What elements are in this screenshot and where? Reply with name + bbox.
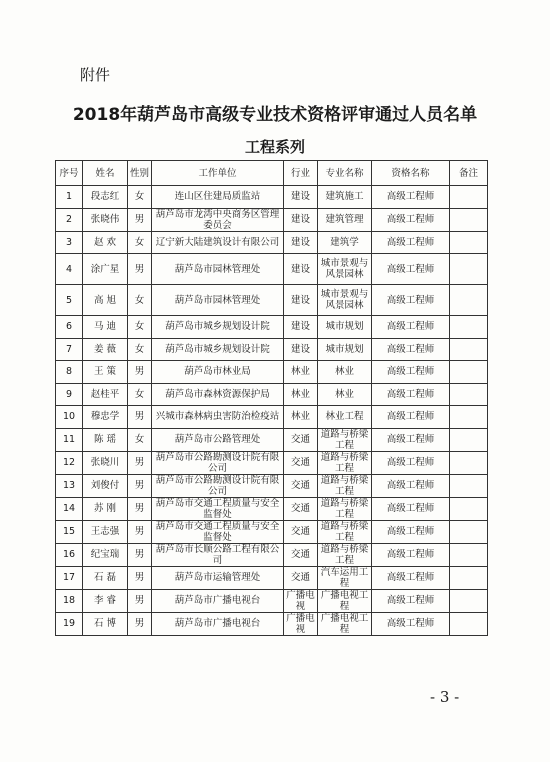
cell-employer: 葫芦岛市园林管理处 (152, 285, 284, 316)
header-remarks: 备注 (450, 161, 488, 186)
cell-name: 纪宝瑞 (83, 543, 128, 566)
cell-gender: 女 (128, 338, 152, 361)
cell-specialty: 道路与桥梁工程 (318, 428, 372, 451)
cell-employer: 葫芦岛市园林管理处 (152, 254, 284, 285)
table-row (56, 566, 488, 589)
cell-qualification: 高级工程师 (372, 566, 450, 589)
cell-industry: 建设 (284, 316, 318, 339)
table-row (56, 316, 488, 339)
cell-name: 王志强 (83, 520, 128, 543)
table-row (56, 231, 488, 254)
cell-employer: 葫芦岛市交通工程质量与安全监督处 (152, 520, 284, 543)
table-row (56, 186, 488, 209)
cell-qualification: 高级工程师 (372, 543, 450, 566)
roster-table (55, 160, 488, 636)
cell-employer: 葫芦岛市广播电视台 (152, 612, 284, 635)
cell-specialty: 城市景观与风景园林 (318, 285, 372, 316)
cell-name: 陈 瑶 (83, 428, 128, 451)
cell-name: 张晓川 (83, 451, 128, 474)
cell-gender: 男 (128, 543, 152, 566)
cell-specialty: 道路与桥梁工程 (318, 497, 372, 520)
cell-remarks (450, 566, 488, 589)
document-title: 2018年葫芦岛市高级专业技术资格评审通过人员名单 (72, 105, 478, 125)
attachment-label: 附件 (80, 66, 111, 84)
cell-name: 段志红 (83, 186, 128, 209)
cell-gender: 女 (128, 383, 152, 406)
cell-gender: 男 (128, 497, 152, 520)
cell-gender: 女 (128, 285, 152, 316)
table-row (56, 208, 488, 231)
cell-industry: 交通 (284, 474, 318, 497)
cell-remarks (450, 543, 488, 566)
cell-remarks (450, 474, 488, 497)
cell-remarks (450, 406, 488, 429)
cell-qualification: 高级工程师 (372, 451, 450, 474)
cell-industry: 建设 (284, 338, 318, 361)
cell-index: 7 (56, 338, 83, 361)
cell-qualification: 高级工程师 (372, 406, 450, 429)
cell-index: 15 (56, 520, 83, 543)
cell-qualification: 高级工程师 (372, 589, 450, 612)
cell-remarks (450, 361, 488, 384)
table-row (56, 406, 488, 429)
cell-employer: 葫芦岛市森林资源保护局 (152, 383, 284, 406)
table-row (56, 338, 488, 361)
table-row (56, 474, 488, 497)
cell-specialty: 广播电视工程 (318, 589, 372, 612)
cell-industry: 广播电视 (284, 612, 318, 635)
cell-gender: 女 (128, 231, 152, 254)
cell-qualification: 高级工程师 (372, 520, 450, 543)
cell-index: 9 (56, 383, 83, 406)
cell-specialty: 建筑施工 (318, 186, 372, 209)
cell-name: 高 旭 (83, 285, 128, 316)
cell-remarks (450, 254, 488, 285)
cell-qualification: 高级工程师 (372, 338, 450, 361)
table-row (56, 497, 488, 520)
cell-gender: 女 (128, 316, 152, 339)
cell-industry: 建设 (284, 254, 318, 285)
cell-industry: 建设 (284, 231, 318, 254)
table-body (56, 186, 488, 636)
cell-employer: 葫芦岛市公路管理处 (152, 428, 284, 451)
cell-index: 13 (56, 474, 83, 497)
cell-index: 5 (56, 285, 83, 316)
cell-gender: 男 (128, 208, 152, 231)
cell-specialty: 道路与桥梁工程 (318, 520, 372, 543)
cell-specialty: 广播电视工程 (318, 612, 372, 635)
cell-name: 苏 刚 (83, 497, 128, 520)
table-row (56, 361, 488, 384)
cell-gender: 男 (128, 520, 152, 543)
cell-qualification: 高级工程师 (372, 428, 450, 451)
cell-index: 18 (56, 589, 83, 612)
cell-employer: 葫芦岛市公路勘测设计院有限公司 (152, 474, 284, 497)
cell-remarks (450, 497, 488, 520)
cell-industry: 林业 (284, 383, 318, 406)
header-index: 序号 (56, 161, 83, 186)
table-row (56, 285, 488, 316)
cell-qualification: 高级工程师 (372, 612, 450, 635)
cell-index: 1 (56, 186, 83, 209)
cell-name: 李 睿 (83, 589, 128, 612)
cell-remarks (450, 451, 488, 474)
cell-specialty: 城市规划 (318, 338, 372, 361)
cell-specialty: 城市规划 (318, 316, 372, 339)
cell-gender: 男 (128, 451, 152, 474)
cell-employer: 葫芦岛市长顺公路工程有限公司 (152, 543, 284, 566)
table-row (56, 612, 488, 635)
cell-name: 穆忠学 (83, 406, 128, 429)
cell-industry: 林业 (284, 361, 318, 384)
cell-industry: 交通 (284, 428, 318, 451)
cell-qualification: 高级工程师 (372, 383, 450, 406)
cell-gender: 男 (128, 589, 152, 612)
cell-gender: 男 (128, 406, 152, 429)
cell-remarks (450, 231, 488, 254)
cell-name: 马 迪 (83, 316, 128, 339)
cell-employer: 葫芦岛市龙湾中央商务区管理委员会 (152, 208, 284, 231)
header-industry: 行业 (284, 161, 318, 186)
cell-qualification: 高级工程师 (372, 254, 450, 285)
cell-employer: 葫芦岛市运输管理处 (152, 566, 284, 589)
cell-qualification: 高级工程师 (372, 186, 450, 209)
cell-name: 赵 欢 (83, 231, 128, 254)
cell-index: 6 (56, 316, 83, 339)
cell-index: 3 (56, 231, 83, 254)
cell-gender: 男 (128, 566, 152, 589)
cell-name: 赵桂平 (83, 383, 128, 406)
cell-remarks (450, 285, 488, 316)
document-subtitle: 工程系列 (244, 138, 305, 156)
cell-remarks (450, 428, 488, 451)
cell-gender: 男 (128, 361, 152, 384)
table-row (56, 428, 488, 451)
cell-employer: 葫芦岛市广播电视台 (152, 589, 284, 612)
table-header-row (56, 161, 488, 186)
cell-gender: 男 (128, 612, 152, 635)
cell-industry: 交通 (284, 451, 318, 474)
table-row (56, 589, 488, 612)
cell-name: 王 策 (83, 361, 128, 384)
cell-specialty: 道路与桥梁工程 (318, 451, 372, 474)
cell-specialty: 建筑学 (318, 231, 372, 254)
cell-specialty: 道路与桥梁工程 (318, 543, 372, 566)
cell-name: 石 磊 (83, 566, 128, 589)
cell-employer: 葫芦岛市交通工程质量与安全监督处 (152, 497, 284, 520)
cell-employer: 辽宁新大陆建筑设计有限公司 (152, 231, 284, 254)
header-employer: 工作单位 (152, 161, 284, 186)
cell-specialty: 林业工程 (318, 406, 372, 429)
cell-index: 14 (56, 497, 83, 520)
cell-qualification: 高级工程师 (372, 497, 450, 520)
cell-qualification: 高级工程师 (372, 361, 450, 384)
cell-industry: 交通 (284, 566, 318, 589)
cell-index: 8 (56, 361, 83, 384)
cell-name: 刘俊付 (83, 474, 128, 497)
cell-qualification: 高级工程师 (372, 231, 450, 254)
cell-qualification: 高级工程师 (372, 474, 450, 497)
cell-qualification: 高级工程师 (372, 316, 450, 339)
cell-industry: 建设 (284, 208, 318, 231)
cell-gender: 女 (128, 428, 152, 451)
cell-specialty: 林业 (318, 383, 372, 406)
cell-qualification: 高级工程师 (372, 208, 450, 231)
header-gender: 性别 (128, 161, 152, 186)
header-qualification: 资格名称 (372, 161, 450, 186)
table-row (56, 254, 488, 285)
cell-specialty: 道路与桥梁工程 (318, 474, 372, 497)
cell-employer: 连山区住建局质监站 (152, 186, 284, 209)
cell-index: 12 (56, 451, 83, 474)
cell-industry: 交通 (284, 520, 318, 543)
cell-remarks (450, 589, 488, 612)
cell-industry: 交通 (284, 497, 318, 520)
cell-employer: 葫芦岛市城乡规划设计院 (152, 316, 284, 339)
cell-remarks (450, 338, 488, 361)
cell-specialty: 汽车运用工程 (318, 566, 372, 589)
cell-industry: 林业 (284, 406, 318, 429)
cell-gender: 男 (128, 474, 152, 497)
cell-index: 11 (56, 428, 83, 451)
cell-index: 16 (56, 543, 83, 566)
cell-specialty: 建筑管理 (318, 208, 372, 231)
cell-name: 涂广星 (83, 254, 128, 285)
cell-employer: 兴城市森林病虫害防治检疫站 (152, 406, 284, 429)
cell-employer: 葫芦岛市城乡规划设计院 (152, 338, 284, 361)
cell-industry: 广播电视 (284, 589, 318, 612)
cell-remarks (450, 383, 488, 406)
header-name: 姓名 (83, 161, 128, 186)
header-specialty: 专业名称 (318, 161, 372, 186)
cell-remarks (450, 316, 488, 339)
cell-remarks (450, 186, 488, 209)
table-row (56, 451, 488, 474)
table-row (56, 383, 488, 406)
cell-employer: 葫芦岛市林业局 (152, 361, 284, 384)
cell-index: 19 (56, 612, 83, 635)
cell-gender: 女 (128, 186, 152, 209)
cell-qualification: 高级工程师 (372, 285, 450, 316)
cell-industry: 建设 (284, 285, 318, 316)
cell-specialty: 城市景观与风景园林 (318, 254, 372, 285)
cell-index: 2 (56, 208, 83, 231)
cell-remarks (450, 208, 488, 231)
cell-index: 4 (56, 254, 83, 285)
table-row (56, 520, 488, 543)
cell-name: 张晓伟 (83, 208, 128, 231)
cell-remarks (450, 520, 488, 543)
cell-remarks (450, 612, 488, 635)
table-row (56, 543, 488, 566)
cell-index: 10 (56, 406, 83, 429)
cell-industry: 建设 (284, 186, 318, 209)
cell-industry: 交通 (284, 543, 318, 566)
cell-index: 17 (56, 566, 83, 589)
cell-gender: 男 (128, 254, 152, 285)
page-number: - 3 - (430, 688, 460, 706)
cell-name: 姜 薇 (83, 338, 128, 361)
cell-name: 石 博 (83, 612, 128, 635)
cell-employer: 葫芦岛市公路勘测设计院有限公司 (152, 451, 284, 474)
cell-specialty: 林业 (318, 361, 372, 384)
